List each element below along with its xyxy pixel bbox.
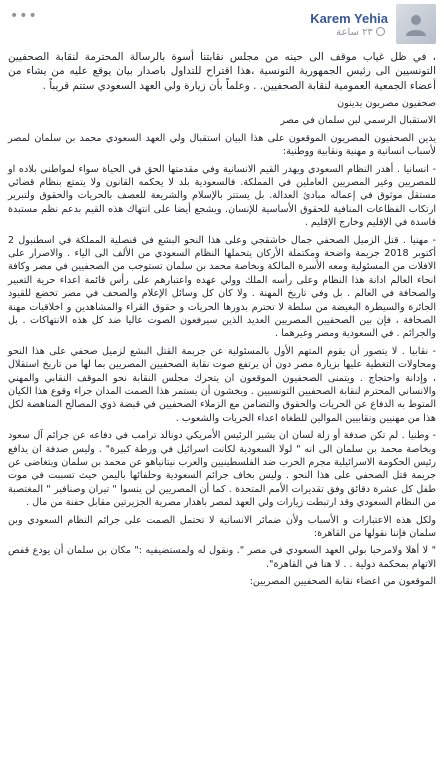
post-paragraph: يدين الصحفيون المصريون الموقعون على هذا البيان استقبال ولي العهد السعودي محمد بن سلمان لمصر لأسباب انسانية و مهنية ونقابية ووطنية: [8,132,436,158]
post-paragraph: - نقابيا . لا يتصور أن يقوم المتهم الأول بالمسئولية عن جريمة القتل البشع لزميل صحفي على هذا النحو ومحاولات التغطية عليها بزيارة مصر دون أن يرتفع صوت نقابة الصحفيين المصريين بما لها من تاريخ استقلال ، وإدانة واحتجاج . ويتمنى الصحفيون الموقعون ان يتحرك مجلس النقابة نحو الموقف النقابي والمهني والانساني المحترم لنقابة الصحفيين التونسيين . ويخشون أن يستمر هذا الصمت المدان جراء وقوع هذا الكيان المتوط به الدفاع عن الحريات والحقوق والتضامن مع الزملاء الصحفيين في قبضة ذوي المصالح المناهضة لكل هذا من مهنيين ونقابيين الموالين للطغاة اعداء الحريات والشعوب . [8,345,436,424]
post-paragraph: الاستقبال الرسمي لبن سلمان في مصر [280,115,436,127]
post-time[interactable]: ٢٣ ساعة [336,26,373,38]
post-time-row [336,27,388,38]
globe-icon [376,27,385,36]
author-name[interactable]: Karem Yehia [310,10,388,26]
avatar[interactable] [396,4,436,44]
post-body [8,50,436,589]
post-paragraph: صحفيون مصريون يدينون [337,97,436,109]
post-paragraph: " لا أهلا ولامرحبا بولي العهد السعودي في مصر ". ونقول له ولمستضيفيه :" مكان بن سلمان أن يودع قفص الاتهام بمحكمة دولية . . لا هنا في القاهرة". [8,545,436,570]
signature-line: الموقعون من اعضاء نقابة الصحفيين المصريين: [249,576,436,588]
post-paragraph: - انسانيا . أهدر النظام السعودي ويهدر القيم الانسانية وفي مقدمتها الحق في الحياة سواء لمواطني بلاده او للمصريين وغير المصريين العاملين في المملكة. فالسعودية بلد لا يحكمه القانون ولا يتمتع بنظام قضائي مستقل موثوق في إعماله مبادئ العدالة. بل يستتر بالإسلام والشريعة للعصف بالحريات والحقوق ولتبرير ارتكاب الفظاعات المنافية للحقوق الأساسية للإنسان. ويشجع أيضا على انتهاك هذه القيم بدعم نظم مستبدة فاسدة في الإقليم وخارج الإقليم . [8,163,436,229]
post-paragraph: ولكل هذه الاعتبارات و الأسباب ولأن ضمائر الانسانية لا تحتمل الصمت على جرائم النظام السعودي وبن سلمان فإننا نقولها من القاهرة: [8,514,436,540]
post-paragraph: - وطنيا . لم تكن صدفة أو زلة لسان ان يشير الرئيس الأمريكي دونالد ترامب في دفاعه عن جرائم آل سعود وبخاصة محمد بن سلمان الى انه " لولا السعودية لكانت اسرائيل في ورطة كبيرة" . وليس صدفة ان يدافع رئيس الحكومة الاسرائيلية مجرم الحرب ضد الفلسطينيين والعرب نيتانياهو عن محمد بن سلمان ويتغاضى عن جريمة قتل الصحفي على هذا النحو . وليس بخاف جرائم السعودية وحلفائها باليمن حيث تسببت في موت طفل كل عشرة دقائق وفق تقديرات الأمم المتحدة . كما أن المصريين لن ينسوا " تيران وصنافير " المغتصبة من النظام السعودي وقد ارتبطت زيارات ولي العهد لمصر باهدار مصرية الجزيرتين مقابل حفنة من مال . [8,430,436,509]
post-paragraph: ، في ظل غياب موقف الى حينه من مجلس نقابتنا أسوة بالرسالة المحترمة لنقابة الصحفيين التونسيين الى رئيس الجمهورية التونسية ،هذا اقتراح للتداول باصدار بيان يوقع عليه من يشاء من أعضاء الجمعية العمومية لنقابة الصحفيين. . وعلماً بأن زيارة ولي العهد السعودي ستتم قريباً . [8,51,436,92]
profile-silhouette-icon [403,11,429,37]
post-header [8,6,436,42]
author-block [310,11,388,38]
post-paragraph: - مهنيا . قتل الزميل الصحفي جمال خاشقجي وعلى هذا النحو البشع في قنصلية المملكة في اسطنبول 2 أكتوبر 2018 جريمة واضحة ومكتملة الأركان يتحملها النظام السعودي من الألف الى الياء . والاصرار على الافلات من المسئولية ومعه الأسرة المالكة وبخاصة محمد بن سلمان تستوجب من الصحفيين في مصر وكافة انحاء العالم ادانة هذا النظام وعلى رأسه الملك وولي عهده واعتبارهم على رأس قائمة اعداء حرية التعبير والصحافة في العالم . بل وفي تاريخ المهنة . ولا كان كل وسائل الإعلام والصحف في مصر تخضع للقيود الجائرة والسيطرة البغيضة من سلطة لا تحترم بدورها الحريات و حقوق القراء والمشاهدين و اخلاقيات مهنة الصحافة ، فإن بين الصحفيين المصريين العديد الذين سيرفعون الصوت عاليا ضد كل هذه الانتهاكات . بل والجرائم . في السعودية ومصر وغيرهما . [8,234,436,340]
more-options-icon[interactable]: ••• [10,8,38,24]
